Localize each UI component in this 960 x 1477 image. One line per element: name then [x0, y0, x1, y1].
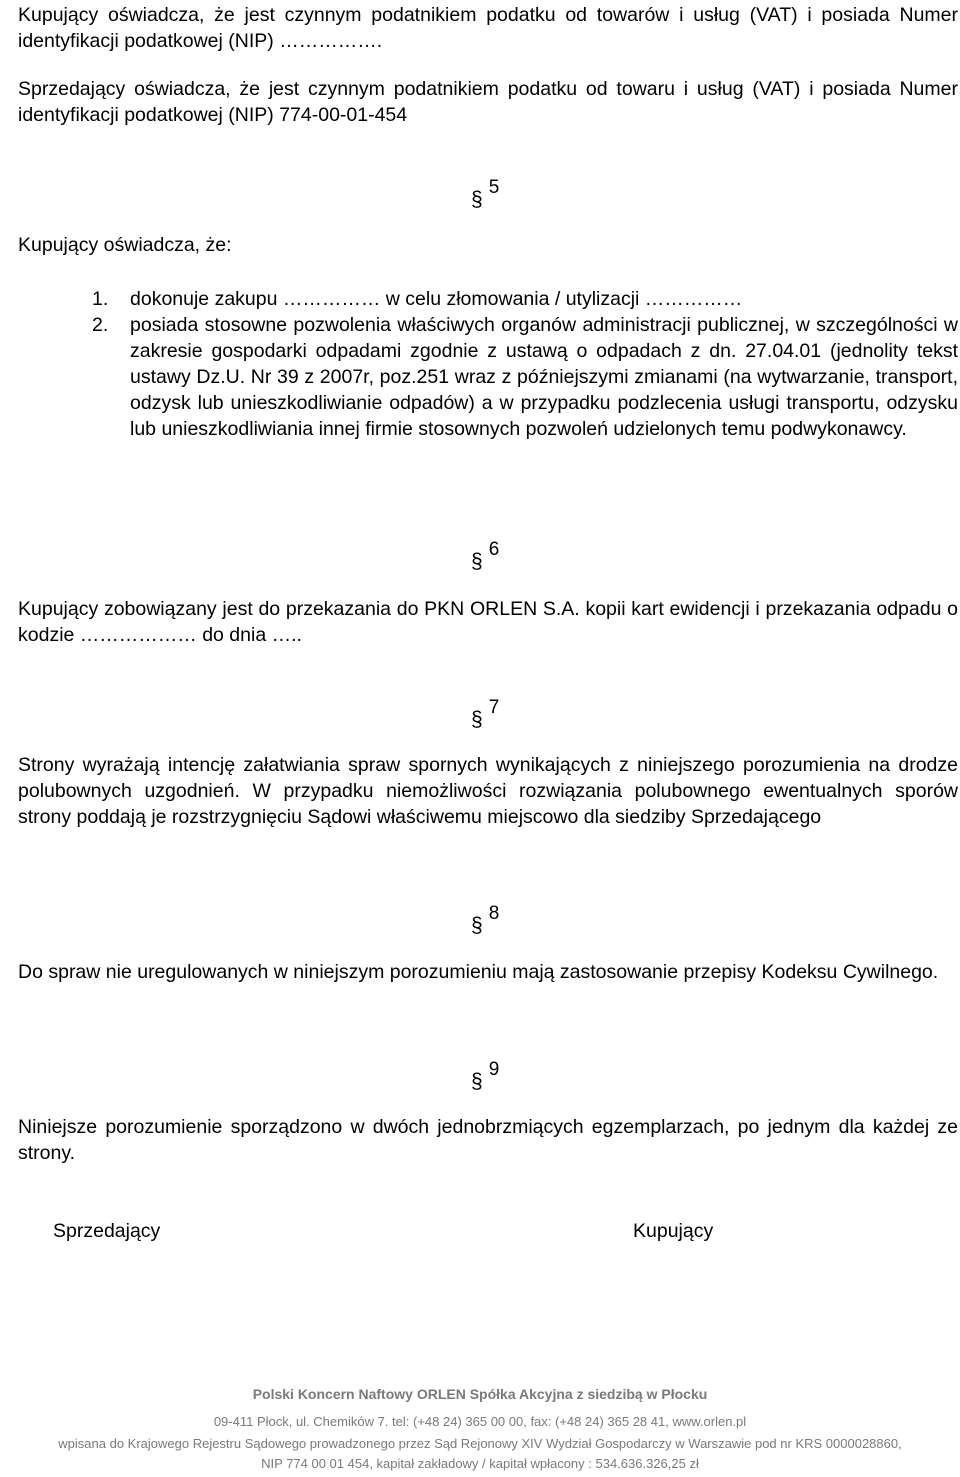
section-8-heading: [471, 903, 500, 938]
section-5-heading: [471, 177, 500, 212]
section-symbol: §: [471, 550, 483, 573]
section-number: 6: [488, 539, 500, 560]
section-6-text: Kupujący zobowiązany jest do przekazania do PKN ORLEN S.A. kopii kart ewidencji i przekazania odpadu o kodzie ……………… do dnia …..: [18, 598, 958, 646]
section-5-lead: Kupujący oświadcza, że:: [18, 234, 232, 256]
buyer-nip-statement: Kupujący oświadcza, że jest czynnym podatnikiem podatku od towarów i usług (VAT) i posiada Numer identyfikacji podatkowej (NIP) …………….: [18, 4, 958, 52]
footer-registry: wpisana do Krajowego Rejestru Sądowego prowadzonego przez Sąd Rejonowy XIV Wydział Gospodarczy w Warszawie pod nr KRS 0000028860,: [58, 1436, 902, 1451]
section-8-text: Do spraw nie uregulowanych w niniejszym porozumieniu mają zastosowanie przepisy Kodeksu Cywilnego.: [18, 961, 939, 983]
footer-address: 09-411 Płock, ul. Chemików 7. tel: (+48 24) 365 00 00, fax: (+48 24) 365 28 41, www.orlen.pl: [213, 1414, 747, 1429]
footer-capital: NIP 774 00 01 454, kapitał zakładowy / kapitał wpłacony : 534.636.326,25 zł: [261, 1456, 699, 1471]
buyer-signature-label: Kupujący: [633, 1220, 714, 1242]
list-item-number: 2.: [92, 314, 109, 336]
list-item-text: dokonuje zakupu …………… w celu złomowania / utylizacji ……………: [130, 288, 743, 310]
list-item-text: posiada stosowne pozwolenia właściwych organów administracji publicznej, w szczególności w zakresie gospodarki odpadami zgodnie z ustawą o odpadach z dn. 27.04.01 (jednolity tekst ustawy Dz.U. Nr 39 z 2007r, poz.251 wraz z późniejszymi zmianami (na wytwarzanie, transport, odzysk lub unieszkodliwianie odpadów) a w przypadku podzlecenia usługi transportu, odzysku lub unieszkodliwiania innej firmie stosownych pozwoleń udzielonych temu podwykonawcy.: [130, 314, 958, 440]
section-9-text: Niniejsze porozumienie sporządzono w dwóch jednobrzmiących egzemplarzach, po jednym dla każdej ze strony.: [18, 1116, 958, 1164]
section-symbol: §: [471, 914, 483, 937]
section-number: 8: [488, 903, 500, 924]
section-number: 9: [488, 1059, 500, 1080]
section-symbol: §: [471, 708, 483, 731]
section-9-heading: [471, 1059, 500, 1094]
section-symbol: §: [471, 1070, 483, 1093]
section-7-heading: [471, 697, 500, 732]
list-item-number: 1.: [92, 288, 109, 310]
footer-company-name: Polski Koncern Naftowy ORLEN Spółka Akcyjna z siedzibą w Płocku: [252, 1386, 708, 1402]
seller-signature-label: Sprzedający: [53, 1220, 161, 1242]
seller-nip-statement: Sprzedający oświadcza, że jest czynnym podatnikiem podatku od towaru i usług (VAT) i posiada Numer identyfikacji podatkowej (NIP) 774-00-01-454: [18, 78, 958, 126]
section-number: 5: [488, 177, 500, 198]
section-number: 7: [488, 697, 500, 718]
section-6-heading: [471, 539, 500, 574]
section-symbol: §: [471, 188, 483, 211]
section-7-text: Strony wyrażają intencję załatwiania spraw spornych wynikających z niniejszego porozumienia na drodze polubownych uzgodnień. W przypadku niemożliwości rozwiązania polubownego ewentualnych sporów strony poddają je rozstrzygnięciu Sądowi właściwemu miejscowo dla siedziby Sprzedającego: [18, 754, 958, 828]
